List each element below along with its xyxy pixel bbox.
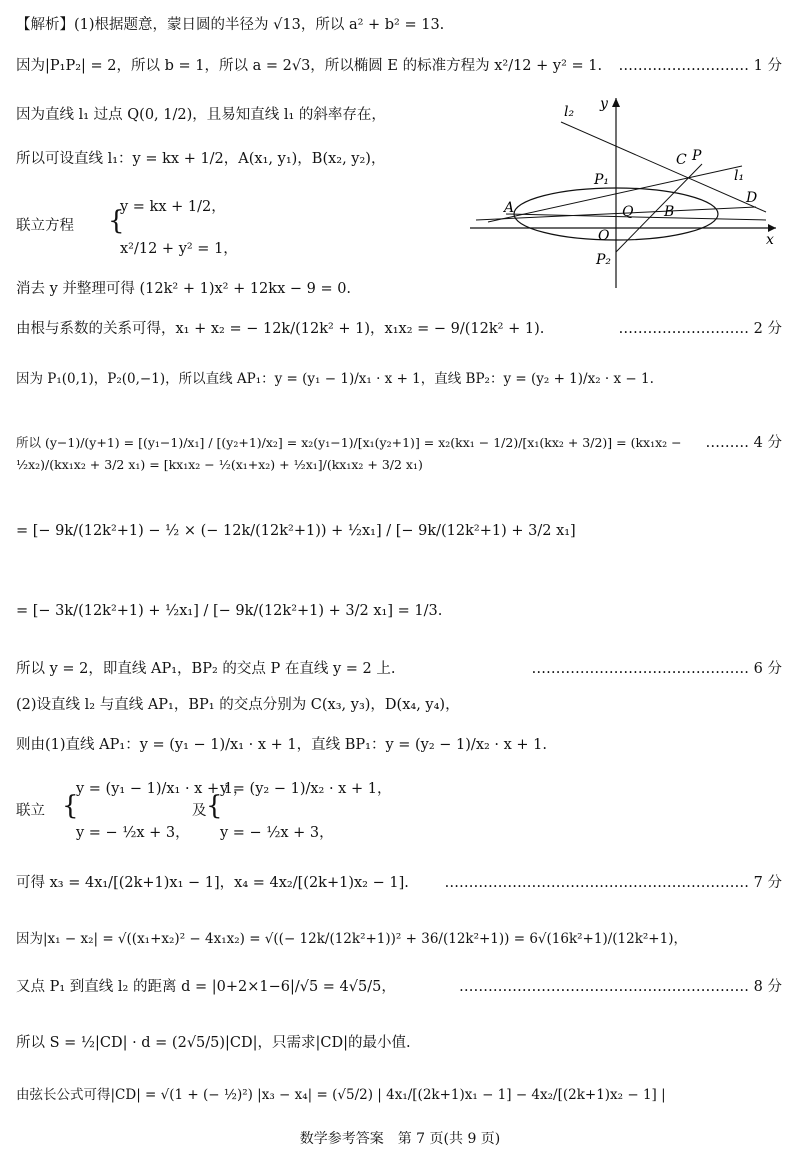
- label-b: B: [664, 204, 675, 220]
- line-8: 因为 P₁(0,1)，P₂(0,−1)，所以直线 AP₁：y = (y₁ − 1)/x₁ · x + 1，直线 BP₂：y = (y₂ + 1)/x₂ · x − 1.: [16, 371, 654, 387]
- line-15b: y = − ½x + 3，: [76, 825, 190, 841]
- label-p1: P₁: [594, 172, 610, 188]
- line-2: 因为|P₁P₂| = 2，所以 b = 1，所以 a = 2√3，所以椭圆 E 的标准方程为 x²/12 + y² = 1.: [16, 58, 603, 74]
- score-4: ……… 4 分: [705, 435, 782, 451]
- line-12: 所以 y = 2，即直线 AP₁，BP₂ 的交点 P 在直线 y = 2 上.: [16, 661, 396, 677]
- line-15-label: 联立: [16, 803, 45, 819]
- label-d: D: [746, 190, 758, 206]
- line-15d: y = − ½x + 3，: [220, 825, 334, 841]
- page-footer: 数学参考答案 第 7 页(共 9 页): [299, 1131, 501, 1147]
- line-16: 可得 x₃ = 4x₁/[(2k+1)x₁ − 1]，x₄ = 4x₂/[(2k+1)x₂ − 1].: [16, 875, 409, 891]
- line-14: 则由(1)直线 AP₁：y = (y₁ − 1)/x₁ · x + 1，直线 BP₁：y = (y₂ − 1)/x₂ · x + 1.: [16, 737, 548, 753]
- line-19: 所以 S = ½|CD| · d = (2√5/5)|CD|，只需求|CD|的最小值.: [16, 1035, 411, 1051]
- line-3: 因为直线 l₁ 过点 Q(0, 1/2)，且易知直线 l₁ 的斜率存在，: [16, 107, 386, 123]
- label-l1: l₁: [734, 168, 745, 184]
- line-6: 消去 y 并整理可得 (12k² + 1)x² + 12kx − 9 = 0.: [16, 281, 352, 297]
- line-15a: y = (y₁ − 1)/x₁ · x + 1，: [76, 781, 248, 797]
- label-p2: P₂: [596, 252, 612, 268]
- line-17: 因为|x₁ − x₂| = √((x₁+x₂)² − 4x₁x₂) = √((− 12k/(12k²+1))² + 36/(12k²+1)) = 6√(16k²+1)/(12k²+1)，: [16, 931, 687, 947]
- label-p: P: [692, 148, 702, 164]
- line-7: 由根与系数的关系可得，x₁ + x₂ = − 12k/(12k² + 1)，x₁x₂ = − 9/(12k² + 1).: [16, 321, 545, 337]
- label-a: A: [504, 200, 515, 216]
- ellipse-figure: [466, 92, 782, 292]
- score-7: ……………………………………………………… 7 分: [444, 875, 782, 891]
- score-1: ……………………… 1 分: [618, 58, 782, 74]
- system-brace-1: {: [108, 206, 125, 236]
- line-11: = [− 3k/(12k²+1) + ½x₁] / [− 9k/(12k²+1) + 3/2 x₁] = 1/3.: [16, 603, 443, 619]
- label-o: O: [598, 228, 610, 244]
- line-20: 由弦长公式可得|CD| = √(1 + (− ½)²) |x₃ − x₄| = (√5/2) | 4x₁/[(2k+1)x₁ − 1] − 4x₂/[(2k+1)x₂ − 1] |: [16, 1087, 666, 1103]
- system-brace-2: {: [62, 791, 79, 821]
- line-9: 所以 (y−1)/(y+1) = [(y₁−1)/x₁] / [(y₂+1)/x₂] = x₂(y₁−1)/[x₁(y₂+1)] = x₂(kx₁ − 1/2)/[x₁(kx₂ + 3/2)] = (kx₁x₂ − ½x₂)/(kx₁x₂ + 3/2 x₁) = [kx₁x₂ − ½(x₁+x₂) + ½x₁]/(kx₁x₂ + 3/2 x₁): [16, 435, 682, 472]
- line-5-label: 联立方程: [16, 218, 74, 234]
- score-6: ……………………………………… 6 分: [531, 661, 782, 677]
- score-2: ……………………… 2 分: [618, 321, 782, 337]
- score-8: …………………………………………………… 8 分: [459, 979, 782, 995]
- label-y: y: [600, 96, 608, 112]
- line-5a: y = kx + 1/2，: [120, 199, 226, 215]
- label-l2: l₂: [564, 104, 575, 120]
- y-axis-arrow: [612, 98, 620, 107]
- line-5b: x²/12 + y² = 1，: [120, 241, 238, 257]
- line-10: = [− 9k/(12k²+1) − ½ × (− 12k/(12k²+1)) + ½x₁] / [− 9k/(12k²+1) + 3/2 x₁]: [16, 523, 576, 539]
- line-18: 又点 P₁ 到直线 l₂ 的距离 d = |0+2×1−6|/√5 = 4√5/5，: [16, 979, 396, 995]
- label-c: C: [676, 152, 687, 168]
- label-x: x: [766, 232, 774, 248]
- line-4: 所以可设直线 l₁：y = kx + 1/2，A(x₁, y₁)，B(x₂, y₂)，: [16, 151, 386, 167]
- line-15c: y = (y₂ − 1)/x₂ · x + 1，: [220, 781, 392, 797]
- line-1: 【解析】(1)根据题意，蒙日圆的半径为 √13，所以 a² + b² = 13.: [16, 17, 445, 33]
- line-15-and: 及: [192, 803, 207, 819]
- label-q: Q: [622, 204, 634, 220]
- system-brace-3: {: [206, 791, 223, 821]
- line-13: (2)设直线 l₂ 与直线 AP₁，BP₁ 的交点分别为 C(x₃, y₃)，D(x₄, y₄)，: [16, 697, 460, 713]
- x-axis-arrow: [768, 224, 776, 232]
